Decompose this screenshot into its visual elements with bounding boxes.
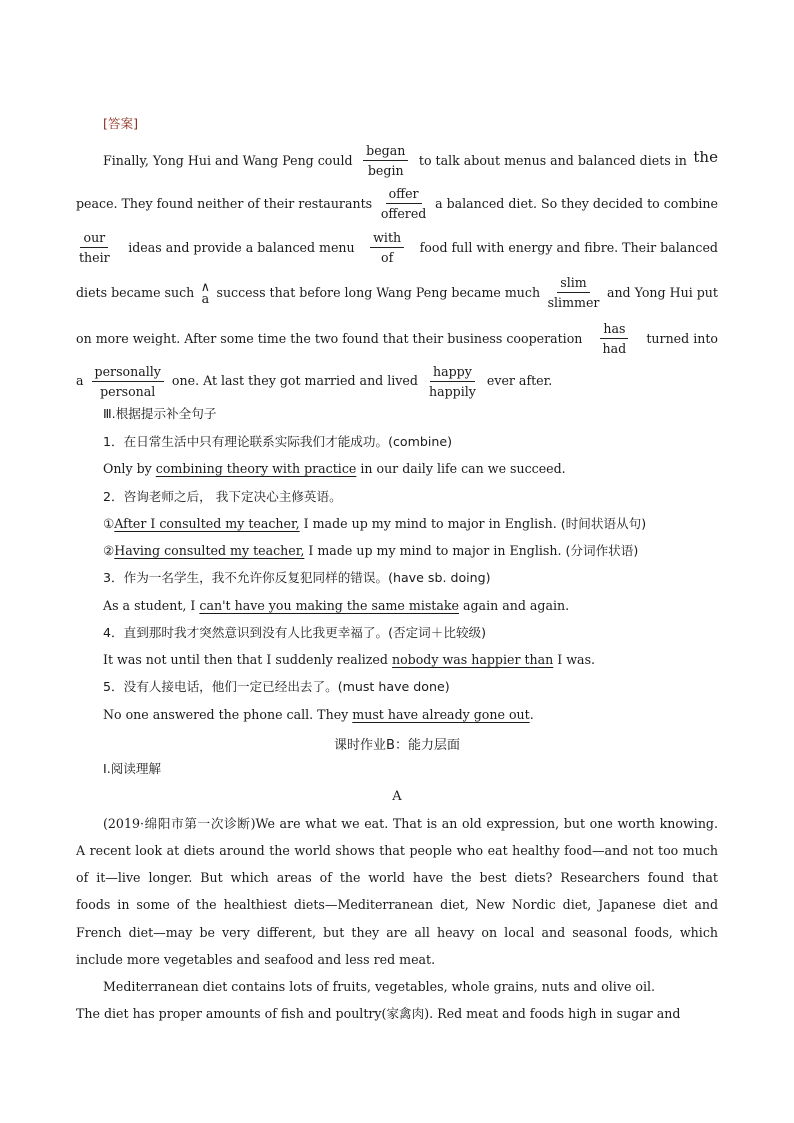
inserted-word: the [693,147,718,166]
correction-bottom: of [381,250,394,265]
text: peace. They found neither of their restaurants [76,195,373,211]
caret-symbol: ∧ [200,278,210,294]
text: to talk about menus and balanced diets in [418,152,687,168]
text: diets became such [76,284,195,300]
filled-answer: After I consulted my teacher, [114,516,300,531]
correction-bottom: offered [380,206,427,221]
text: Mediterranean diet contains lots of fruits, vegetables, whole grains, nuts and olive oil. [103,979,656,994]
section-heading: Ⅲ.根据提示补全句子 [103,406,217,421]
text: include more vegetables and seafood and less red meat. [76,952,436,967]
item-number: ② [103,543,115,558]
q3-answer [103,598,718,614]
text: food full with energy and fibre. Their balanced [419,239,718,255]
text: . [529,707,534,722]
text: a [76,373,84,388]
filled-answer: Having consulted my teacher, [114,543,305,558]
text: and Yong Hui put [606,284,718,300]
correction-offered [378,186,430,221]
reading-line [76,925,718,941]
correction-bottom: slimmer [547,295,600,310]
passage-line-3 [76,230,718,265]
text: of it—live longer. But which areas of the world have the best diets? Researchers found that [76,870,718,885]
correction-top: has [600,321,628,339]
correction-bottom: begin [367,163,404,178]
text: No one answered the phone call. They [103,707,349,722]
text: The diet has proper amounts of fish and poultry(家禽肉). Red meat and foods high in sugar and [76,1006,681,1021]
filled-answer: nobody was happier than [391,652,554,667]
text: one. At last they got married and lived [171,373,418,388]
text: success that before long Wang Peng became much [216,284,541,300]
q1-answer [103,461,718,477]
q2b-answer [103,543,718,559]
q4-prompt: 4．直到那时我才突然意识到没有人比我更幸福了。(否定词＋比较级) [103,625,487,640]
text: Only by [103,461,152,476]
text: (2019·绵阳市第一次诊断)We are what we eat. That is an old expression, but one worth knowing. [103,816,718,831]
correction-of [370,230,404,265]
text: ideas and provide a balanced menu [128,239,355,255]
passage-line-4 [76,275,718,310]
text: turned into [646,330,718,346]
text: French diet—may be very different, but they are all heavy on local and seasonal foods, which [76,925,718,940]
correction-bottom: had [602,341,627,356]
filled-answer: must have already gone out [352,707,530,722]
q2-prompt: 2．咨询老师之后， 我下定决心主修英语。 [103,489,342,504]
correction-had [600,321,630,356]
filled-answer: can't have you making the same mistake [199,598,459,613]
passage-label: A [392,789,402,804]
correction-top: happy [430,364,475,382]
text: I made up my mind to major in English. [308,543,562,558]
q2a-answer [103,516,718,532]
text: in our daily life can we succeed. [360,461,566,476]
correction-personal [92,364,164,399]
note: (时间状语从句) [560,516,647,531]
q5-answer [103,707,718,723]
text: ever after. [486,373,553,388]
text: I made up my mind to major in English. [303,516,557,531]
passage-line-6 [76,364,718,399]
correction-top: began [363,143,408,161]
reading-heading: Ⅰ.阅读理解 [103,761,162,776]
homework-title: 课时作业B：能力层面 [334,738,460,753]
note: (分词作状语) [565,543,639,558]
text: As a student, I [103,598,196,613]
text: again and again. [462,598,570,613]
text: It was not until then that I suddenly realized [103,652,388,667]
reading-line [76,870,718,886]
q5-prompt: 5．没有人接电话，他们一定已经出去了。(must have done) [103,679,450,694]
q4-answer [103,652,718,668]
q1-prompt: 1．在日常生活中只有理论联系实际我们才能成功。(combine) [103,434,453,449]
correction-top: offer [386,186,422,204]
text: on more weight. After some time the two found that their business cooperation [76,330,583,346]
text: foods in some of the healthiest diets—Mediterranean diet, New Nordic diet, Japanese diet and [76,897,718,912]
q3-prompt: 3．作为一名学生，我不允许你反复犯同样的错误。(have sb. doing) [103,570,491,585]
text: Finally, Yong Hui and Wang Peng could [103,152,353,168]
passage-line-2 [76,186,718,221]
correction-top: our [80,230,108,248]
correction-top: slim [557,275,589,293]
correction-bottom: personal [100,384,156,399]
text: a balanced diet. So they decided to combine [435,195,718,211]
text: A recent look at diets around the world shows that people who eat healthy food—and not too much [76,843,718,858]
reading-line [76,1006,718,1022]
item-number: ① [103,516,115,531]
inserted-word: a [201,290,210,306]
reading-line [103,816,718,832]
correction-slimmer [545,275,603,310]
reading-line [76,952,718,968]
correction-top: with [370,230,404,248]
insertion-mark [200,278,210,306]
text: I was. [557,652,596,667]
reading-line [76,843,718,859]
correction-began [363,143,408,178]
reading-line [76,897,718,913]
correction-bottom: their [79,250,110,265]
passage-line-5 [76,321,718,356]
reading-line [103,979,718,995]
correction-bottom: happily [428,384,476,399]
correction-their [76,230,113,265]
answer-tag: [答案] [103,116,139,131]
correction-happily [426,364,479,399]
filled-answer: combining theory with practice [155,461,357,476]
correction-top: personally [92,364,164,382]
passage-line-1 [103,143,718,178]
